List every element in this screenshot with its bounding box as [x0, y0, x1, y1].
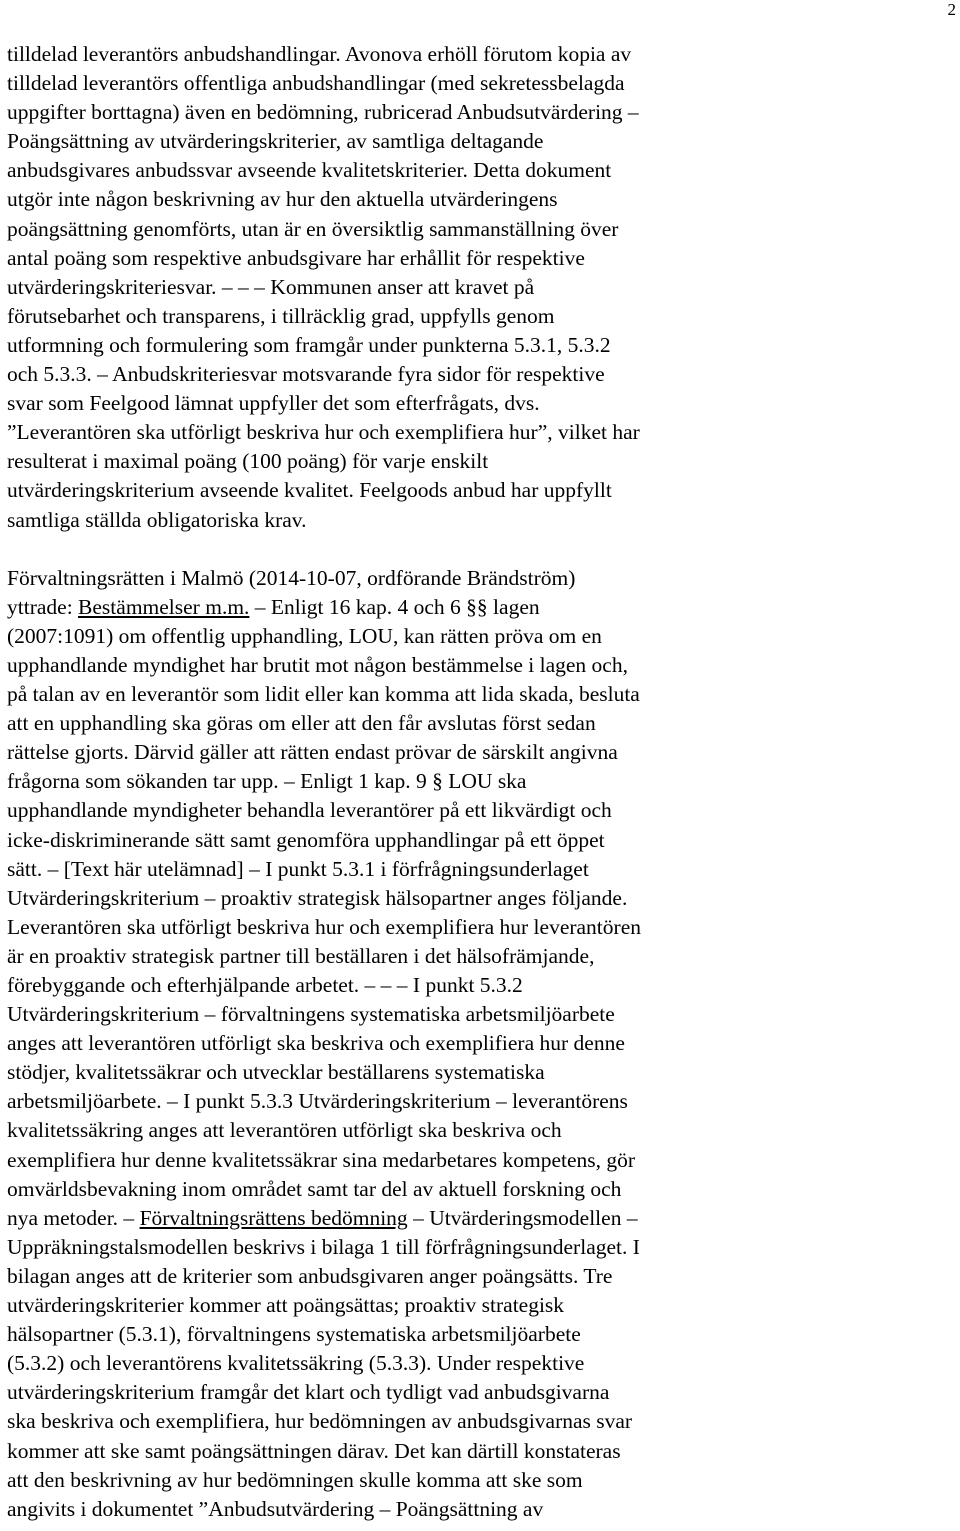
text-line: utvärderingskriterium avseende kvalitet. Feelgoods anbud har uppfyllt — [7, 478, 612, 503]
text-line: bilagan anges att de kriterier som anbudsgivaren anger poängsätts. Tre — [7, 1263, 613, 1288]
text-line: på talan av en leverantör som lidit eller kan komma att lida skada, besluta — [7, 682, 640, 707]
text-line: (5.3.2) och leverantörens kvalitetssäkring (5.3.3). Under respektive — [7, 1351, 585, 1376]
text-line: ”Leverantören ska utförligt beskriva hur och exemplifiera hur”, vilket har — [7, 420, 640, 445]
text-line: frågorna som sökanden tar upp. – Enligt 1 kap. 9 § LOU ska — [7, 769, 527, 794]
text-line: antal poäng som respektive anbudsgivare har erhållit för respektive — [7, 245, 585, 270]
text-line: utvärderingskriteriesvar. – – – Kommunen anser att kravet på — [7, 274, 535, 299]
paragraph-1 — [7, 40, 952, 535]
text-line: utvärderingskriterier kommer att poängsättas; proaktiv strategisk — [7, 1293, 565, 1318]
text-line: tilldelad leverantörs anbudshandlingar. Avonova erhöll förutom kopia av — [7, 42, 632, 66]
text-line: stödjer, kvalitetssäkrar och utvecklar beställarens systematiska — [7, 1060, 545, 1085]
page-number: 2 — [947, 0, 956, 19]
heading-bestammelser: Bestämmelser m.m. — [78, 594, 250, 619]
text-line: svar som Feelgood lämnat uppfyller det som efterfrågats, dvs. — [7, 391, 540, 416]
text-segment: nya metoder. – — [7, 1205, 140, 1230]
document-body — [7, 40, 952, 1524]
text-line: kvalitetssäkring anges att leverantören utförligt ska beskriva och — [7, 1118, 562, 1143]
text-line: Förvaltningsrätten i Malmö (2014-10-07, ordförande Brändström) — [7, 565, 576, 590]
text-line: samtliga ställda obligatoriska krav. — [7, 507, 307, 532]
text-segment: – Utvärderingsmodellen – — [407, 1205, 638, 1230]
text-line: förutsebarhet och transparens, i tillräcklig grad, uppfylls genom — [7, 303, 555, 328]
text-line — [7, 1204, 952, 1233]
text-line: anges att leverantören utförligt ska beskriva och exemplifiera hur denne — [7, 1031, 625, 1056]
text-line: anbudsgivares anbudssvar avseende kvalitetskriterier. Detta dokument — [7, 158, 612, 183]
text-line: angivits i dokumentet ”Anbudsutvärdering – Poängsättning av — [7, 1496, 544, 1521]
text-line: kommer att ske samt poängsättningen därav. Det kan därtill konstateras — [7, 1438, 621, 1463]
text-line: icke-diskriminerande sätt samt genomföra upphandlingar på ett öppet — [7, 827, 605, 852]
text-line: Poängsättning av utvärderingskriterier, av samtliga deltagande — [7, 129, 544, 154]
text-line: rättelse gjorts. Därvid gäller att rätten endast prövar de särskilt angivna — [7, 740, 618, 765]
text-line: utformning och formulering som framgår under punkterna 5.3.1, 5.3.2 — [7, 332, 611, 357]
text-line: tilldelad leverantörs offentliga anbudshandlingar (med sekretessbelagda — [7, 71, 625, 96]
text-line: arbetsmiljöarbete. – I punkt 5.3.3 Utvärderingskriterium – leverantörens — [7, 1089, 628, 1114]
text-line: och 5.3.3. – Anbudskriteriesvar motsvarande fyra sidor för respektive — [7, 362, 605, 387]
text-line: att en upphandling ska göras om eller att den får avslutas först sedan — [7, 711, 596, 736]
text-line: uppgifter borttagna) även en bedömning, rubricerad Anbudsutvärdering – — [7, 100, 639, 125]
text-line: utgör inte någon beskrivning av hur den aktuella utvärderingens — [7, 187, 558, 212]
text-line: poängsättning genomförts, utan är en översiktlig sammanställning över — [7, 216, 619, 241]
text-line: Uppräkningstalsmodellen beskrivs i bilaga 1 till förfrågningsunderlaget. I — [7, 1234, 640, 1259]
text-line: Leverantören ska utförligt beskriva hur och exemplifiera hur leverantören — [7, 914, 641, 939]
text-line: upphandlande myndighet har brutit mot någon bestämmelse i lagen och, — [7, 652, 628, 677]
paragraph-2 — [7, 564, 952, 1524]
text-line: upphandlande myndigheter behandla leverantörer på ett likvärdigt och — [7, 798, 612, 823]
text-line: är en proaktiv strategisk partner till beställaren i det hälsofrämjande, — [7, 943, 595, 968]
text-line: utvärderingskriterium framgår det klart och tydligt vad anbudsgivarna — [7, 1380, 610, 1405]
text-line: exemplifiera hur denne kvalitetssäkrar sina medarbetares kompetens, gör — [7, 1147, 636, 1172]
text-line: ska beskriva och exemplifiera, hur bedömningen av anbudsgivarnas svar — [7, 1409, 633, 1434]
text-line: omvärldsbevakning inom området samt tar del av aktuell forskning och — [7, 1176, 622, 1201]
text-segment: yttrade: — [7, 594, 79, 619]
heading-forvaltningsrattens-bedomning: Förvaltningsrättens bedömning — [139, 1205, 408, 1230]
text-line: att den beskrivning av hur bedömningen skulle komma att ske som — [7, 1467, 583, 1492]
text-line: förebyggande och efterhjälpande arbetet. – – – I punkt 5.3.2 — [7, 973, 523, 997]
text-line — [7, 593, 952, 622]
paragraph-spacer — [7, 535, 952, 564]
text-line: Utvärderingskriterium – förvaltningens systematiska arbetsmiljöarbete — [7, 1002, 615, 1027]
text-line: resulterat i maximal poäng (100 poäng) för varje enskilt — [7, 449, 489, 474]
text-line: sätt. – [Text här utelämnad] – I punkt 5.3.1 i förfrågningsunderlaget — [7, 856, 589, 881]
text-line: (2007:1091) om offentlig upphandling, LOU, kan rätten pröva om en — [7, 623, 602, 648]
text-line: Utvärderingskriterium – proaktiv strategisk hälsopartner anges följande. — [7, 885, 628, 910]
text-line: hälsopartner (5.3.1), förvaltningens systematiska arbetsmiljöarbete — [7, 1322, 581, 1347]
text-segment: – Enligt 16 kap. 4 och 6 §§ lagen — [249, 594, 540, 619]
